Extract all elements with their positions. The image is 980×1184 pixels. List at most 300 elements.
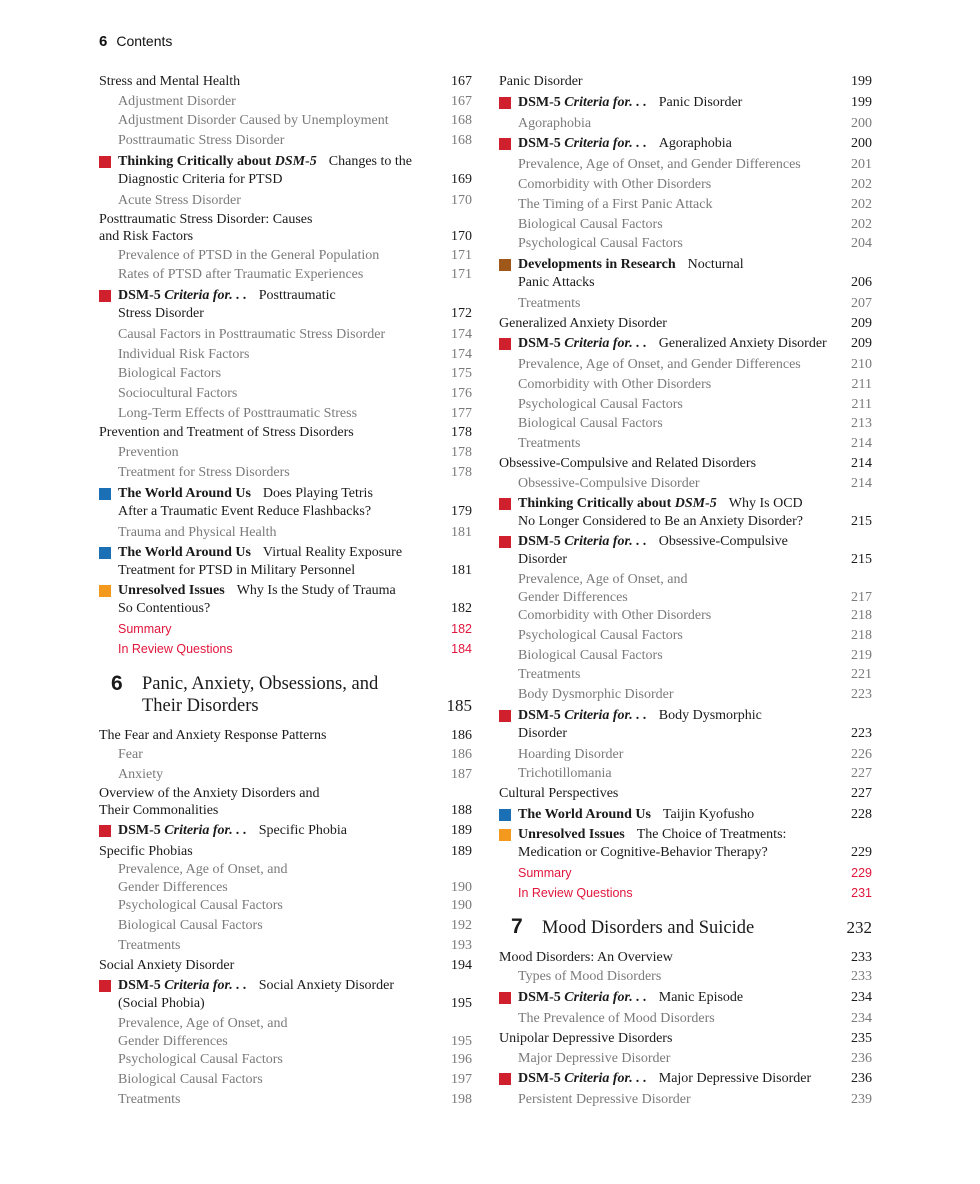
toc-subsection-entry[interactable] bbox=[499, 375, 872, 395]
toc-subsection-entry[interactable] bbox=[499, 294, 872, 314]
toc-feature-entry[interactable] bbox=[499, 707, 872, 743]
entry-line bbox=[518, 826, 872, 844]
toc-subsection-entry[interactable] bbox=[99, 745, 472, 765]
toc-subsection-entry[interactable] bbox=[99, 916, 472, 936]
feature-label-italic: Criteria for. . . bbox=[564, 94, 647, 110]
page-number: 200 bbox=[851, 115, 872, 131]
toc-link-entry[interactable] bbox=[499, 864, 872, 884]
entry-line bbox=[99, 404, 472, 424]
entry-title: Comorbidity with Other Disorders bbox=[518, 377, 712, 393]
toc-subsection-entry[interactable] bbox=[99, 936, 472, 956]
entry-title: Prevalence, Age of Onset, and bbox=[118, 1016, 288, 1032]
page-number: 172 bbox=[451, 305, 472, 321]
toc-feature-entry[interactable] bbox=[499, 94, 872, 112]
entry-title: Obsessive-Compulsive Disorder bbox=[518, 475, 700, 491]
entry-title: Acute Stress Disorder bbox=[118, 192, 241, 208]
entry-title: Stress and Mental Health bbox=[99, 74, 241, 89]
toc-subsection-entry[interactable] bbox=[99, 92, 472, 112]
toc-section-entry[interactable] bbox=[99, 956, 472, 976]
chapter-heading[interactable] bbox=[499, 917, 872, 940]
feature-label: DSM-5 bbox=[518, 534, 561, 550]
entry-title: Summary bbox=[518, 865, 572, 880]
feature-label: DSM-5 bbox=[518, 707, 561, 723]
entry-title: Specific Phobias bbox=[99, 843, 193, 859]
feature-color-square-icon bbox=[499, 138, 511, 150]
entry-title bbox=[118, 822, 347, 840]
toc-section-entry[interactable] bbox=[499, 948, 872, 968]
page-number: 215 bbox=[851, 552, 872, 568]
toc-subsection-entry[interactable] bbox=[499, 1049, 872, 1069]
entry-title: Trichotillomania bbox=[518, 766, 612, 782]
entry-line bbox=[118, 995, 472, 1013]
toc-subsection-entry[interactable] bbox=[499, 215, 872, 235]
feature-title: Why Is the Study of Trauma bbox=[236, 583, 396, 599]
entry-title bbox=[518, 1070, 811, 1088]
page-number: 234 bbox=[851, 1011, 872, 1027]
toc-section-entry[interactable] bbox=[99, 423, 472, 443]
entry-line bbox=[118, 562, 472, 580]
entry-line bbox=[99, 345, 472, 365]
page-number: 214 bbox=[851, 475, 872, 491]
entry-title: Prevalence, Age of Onset, and Gender Differences bbox=[518, 157, 801, 173]
feature-label-italic: Criteria for. . . bbox=[164, 822, 247, 838]
toc-subsection-entry[interactable] bbox=[99, 765, 472, 785]
feature-color-square-icon bbox=[99, 980, 111, 992]
toc-link-entry[interactable] bbox=[499, 884, 872, 904]
toc-subsection-entry[interactable] bbox=[499, 665, 872, 685]
page-number: 214 bbox=[851, 455, 872, 471]
page-number: 196 bbox=[451, 1052, 472, 1068]
feature-label-italic: Criteria for. . . bbox=[164, 287, 247, 303]
entry-line bbox=[99, 916, 472, 936]
entry-title: Summary bbox=[118, 622, 172, 637]
entry-line bbox=[518, 533, 872, 551]
toc-feature-entry[interactable] bbox=[499, 256, 872, 292]
toc-subsection-entry[interactable] bbox=[499, 195, 872, 215]
page-number: 215 bbox=[851, 514, 872, 530]
toc-feature-entry[interactable] bbox=[499, 806, 872, 824]
feature-color-square-icon bbox=[99, 290, 111, 302]
toc-subsection-entry[interactable] bbox=[499, 155, 872, 175]
feature-label: The World Around Us bbox=[518, 806, 651, 822]
toc-section-entry[interactable] bbox=[99, 72, 472, 92]
page-number: 213 bbox=[851, 416, 872, 432]
entry-title: Prevention bbox=[118, 445, 179, 461]
entry-title: Fear bbox=[118, 747, 143, 763]
entry-title: Biological Causal Factors bbox=[118, 918, 263, 934]
feature-title-cont: Disorder bbox=[518, 552, 567, 568]
toc-feature-entry[interactable] bbox=[499, 495, 872, 531]
toc-subsection-entry[interactable] bbox=[99, 111, 472, 131]
page-number: 171 bbox=[451, 247, 472, 263]
page-number: 179 bbox=[451, 503, 472, 519]
entry-title: Biological Causal Factors bbox=[118, 1071, 263, 1087]
feature-label: DSM-5 bbox=[518, 94, 561, 110]
entry-title bbox=[518, 826, 786, 844]
page-number: 170 bbox=[451, 229, 472, 245]
toc-subsection-entry[interactable] bbox=[99, 384, 472, 404]
toc-subsection-entry[interactable] bbox=[499, 764, 872, 784]
toc-section-entry[interactable] bbox=[499, 784, 872, 804]
page-number: 189 bbox=[451, 843, 472, 859]
page-number: 178 bbox=[451, 425, 472, 441]
entry-title: and Risk Factors bbox=[99, 229, 194, 245]
entry-line bbox=[499, 626, 872, 646]
entry-line bbox=[118, 485, 472, 503]
feature-title-cont: Disorder bbox=[518, 725, 567, 741]
entry-line bbox=[118, 977, 472, 995]
feature-title: Does Playing Tetris bbox=[262, 485, 373, 501]
entry-line bbox=[99, 936, 472, 956]
toc-section-entry[interactable] bbox=[499, 314, 872, 334]
toc-section-entry[interactable] bbox=[99, 785, 472, 820]
entry-title: Body Dysmorphic Disorder bbox=[518, 687, 674, 703]
toc-subsection-entry[interactable] bbox=[499, 571, 872, 606]
feature-color-square-icon bbox=[499, 809, 511, 821]
entry-line bbox=[499, 155, 872, 175]
entry-line bbox=[518, 806, 872, 824]
entry-title: Comorbidity with Other Disorders bbox=[518, 608, 712, 624]
feature-label-italic: Criteria for. . . bbox=[564, 336, 647, 352]
toc-subsection-entry[interactable] bbox=[499, 967, 872, 987]
feature-label-italic: Criteria for. . . bbox=[164, 978, 247, 994]
entry-title: Persistent Depressive Disorder bbox=[518, 1092, 691, 1108]
page-number: 170 bbox=[451, 192, 472, 208]
entry-line bbox=[118, 822, 472, 840]
toc-section-entry[interactable] bbox=[499, 72, 872, 92]
feature-label-italic: Criteria for. . . bbox=[564, 990, 647, 1006]
entry-title: Comorbidity with Other Disorders bbox=[518, 177, 712, 193]
page-number: 189 bbox=[451, 822, 472, 838]
entry-line bbox=[118, 305, 472, 323]
feature-title: Social Anxiety Disorder bbox=[258, 978, 395, 994]
feature-label-italic: Criteria for. . . bbox=[564, 1071, 647, 1087]
toc-feature-entry[interactable] bbox=[499, 533, 872, 569]
feature-title: Generalized Anxiety Disorder bbox=[658, 336, 827, 352]
chapter-number: 6 bbox=[111, 671, 123, 695]
page-number: 202 bbox=[851, 196, 872, 212]
toc-feature-entry[interactable] bbox=[99, 544, 472, 580]
toc-subsection-entry[interactable] bbox=[99, 1050, 472, 1070]
toc-feature-entry[interactable] bbox=[99, 485, 472, 521]
toc-subsection-entry[interactable] bbox=[499, 745, 872, 765]
entry-line bbox=[499, 1049, 872, 1069]
toc-feature-entry[interactable] bbox=[99, 153, 472, 189]
entry-title: Gender Differences bbox=[118, 879, 228, 895]
page-number: 236 bbox=[851, 1050, 872, 1066]
page-number: 227 bbox=[851, 766, 872, 782]
entry-line bbox=[99, 423, 472, 443]
entry-line bbox=[99, 364, 472, 384]
entry-line bbox=[499, 294, 872, 314]
toc-subsection-entry[interactable] bbox=[99, 404, 472, 424]
feature-color-square-icon bbox=[499, 536, 511, 548]
toc-subsection-entry[interactable] bbox=[99, 463, 472, 483]
feature-color-square-icon bbox=[99, 825, 111, 837]
toc-subsection-entry[interactable] bbox=[499, 646, 872, 666]
toc-subsection-entry[interactable] bbox=[499, 474, 872, 494]
entry-title: Prevention and Treatment of Stress Disorders bbox=[99, 425, 354, 441]
feature-label: DSM-5 bbox=[518, 990, 561, 1006]
toc-subsection-entry[interactable] bbox=[499, 234, 872, 254]
entry-title: Sociocultural Factors bbox=[118, 386, 238, 402]
page-number: 239 bbox=[851, 1092, 872, 1108]
page-number: 167 bbox=[451, 74, 472, 89]
page-number: 184 bbox=[451, 641, 472, 656]
toc-subsection-entry[interactable] bbox=[99, 191, 472, 211]
entry-line bbox=[99, 1033, 472, 1051]
entry-title: Hoarding Disorder bbox=[518, 746, 624, 762]
toc-subsection-entry[interactable] bbox=[499, 606, 872, 626]
toc-subsection-entry[interactable] bbox=[499, 175, 872, 195]
entry-line bbox=[118, 544, 472, 562]
entry-title: Cultural Perspectives bbox=[499, 786, 619, 802]
entry-title bbox=[118, 153, 412, 171]
feature-label-italic: Criteria for. . . bbox=[564, 707, 647, 723]
page-number: 231 bbox=[851, 885, 872, 900]
page-number: 193 bbox=[451, 937, 472, 953]
feature-title: Manic Episode bbox=[658, 990, 744, 1006]
page-number: 187 bbox=[451, 767, 472, 783]
feature-title: Obsessive-Compulsive bbox=[658, 534, 788, 550]
toc-subsection-entry[interactable] bbox=[499, 1009, 872, 1029]
toc-subsection-entry[interactable] bbox=[99, 265, 472, 285]
page-number: 232 bbox=[846, 918, 872, 938]
page-number: 236 bbox=[851, 1071, 872, 1087]
feature-title: Specific Phobia bbox=[258, 822, 348, 838]
entry-line bbox=[518, 551, 872, 569]
page-number: 182 bbox=[451, 622, 472, 637]
entry-line bbox=[99, 131, 472, 151]
toc-feature-entry[interactable] bbox=[99, 977, 472, 1013]
entry-line bbox=[118, 582, 472, 600]
page-number: 209 bbox=[851, 336, 872, 352]
page-number: 177 bbox=[451, 405, 472, 421]
entry-title: Treatments bbox=[518, 295, 581, 311]
chapter-heading[interactable] bbox=[99, 671, 472, 718]
toc-subsection-entry[interactable] bbox=[99, 896, 472, 916]
entry-line bbox=[99, 191, 472, 211]
toc-link-entry[interactable] bbox=[99, 620, 472, 640]
page-number: 178 bbox=[451, 464, 472, 480]
entry-title: Prevalence, Age of Onset, and bbox=[118, 862, 288, 878]
page-number: 211 bbox=[851, 377, 872, 393]
page-number: 176 bbox=[451, 386, 472, 402]
entry-title bbox=[118, 485, 373, 503]
entry-line bbox=[518, 844, 872, 862]
entry-title bbox=[118, 977, 394, 995]
feature-label-italic: Criteria for. . . bbox=[564, 534, 647, 550]
toc-subsection-entry[interactable] bbox=[499, 626, 872, 646]
toc-feature-entry[interactable] bbox=[499, 335, 872, 353]
page-number: 188 bbox=[451, 803, 472, 819]
entry-line bbox=[499, 764, 872, 784]
page-number: 223 bbox=[851, 687, 872, 703]
feature-color-square-icon bbox=[99, 488, 111, 500]
entry-line bbox=[518, 989, 872, 1007]
toc-subsection-entry[interactable] bbox=[499, 414, 872, 434]
page-number: 167 bbox=[451, 93, 472, 109]
entry-title: Long-Term Effects of Posttraumatic Stress bbox=[118, 405, 358, 421]
feature-title-cont: Stress Disorder bbox=[118, 305, 204, 321]
entry-title: Biological Factors bbox=[118, 366, 222, 382]
feature-title: Posttraumatic bbox=[258, 287, 336, 303]
toc-subsection-entry[interactable] bbox=[99, 443, 472, 463]
entry-line bbox=[99, 745, 472, 765]
entry-title: Treatments bbox=[118, 1091, 181, 1107]
toc-feature-entry[interactable] bbox=[499, 826, 872, 862]
entry-line bbox=[99, 228, 472, 246]
page-number: 206 bbox=[851, 274, 872, 290]
entry-line bbox=[99, 956, 472, 976]
feature-color-square-icon bbox=[99, 547, 111, 559]
entry-line bbox=[499, 784, 872, 804]
toc-subsection-entry[interactable] bbox=[99, 1090, 472, 1110]
page-number: 190 bbox=[451, 879, 472, 895]
page-number: 210 bbox=[851, 357, 872, 373]
entry-line bbox=[499, 395, 872, 415]
toc-section-entry[interactable] bbox=[99, 211, 472, 246]
page-number: 186 bbox=[451, 727, 472, 743]
toc-subsection-entry[interactable] bbox=[99, 325, 472, 345]
entry-line bbox=[499, 864, 872, 884]
toc-feature-entry[interactable] bbox=[99, 822, 472, 840]
toc-subsection-entry[interactable] bbox=[499, 114, 872, 134]
entry-line bbox=[499, 745, 872, 765]
entry-line bbox=[499, 606, 872, 626]
page-number: 195 bbox=[451, 996, 472, 1012]
page-number: 194 bbox=[451, 957, 472, 973]
entry-title: Psychological Causal Factors bbox=[518, 396, 683, 412]
feature-title-cont: Treatment for PTSD in Military Personnel bbox=[118, 563, 356, 579]
feature-label: The World Around Us bbox=[118, 545, 251, 561]
toc-section-entry[interactable] bbox=[499, 1029, 872, 1049]
entry-line bbox=[518, 1070, 872, 1088]
toc-feature-entry[interactable] bbox=[99, 287, 472, 323]
entry-line bbox=[499, 434, 872, 454]
entry-line bbox=[499, 685, 872, 705]
toc-feature-entry[interactable] bbox=[99, 582, 472, 618]
toc-subsection-entry[interactable] bbox=[499, 685, 872, 705]
feature-color-square-icon bbox=[499, 498, 511, 510]
chapter-title: Panic, Anxiety, Obsessions, and bbox=[142, 673, 379, 694]
feature-title: Why Is OCD bbox=[728, 496, 803, 512]
entry-line bbox=[99, 443, 472, 463]
page-number: 233 bbox=[851, 949, 872, 965]
page-number: 234 bbox=[851, 990, 872, 1006]
toc-subsection-entry[interactable] bbox=[499, 1090, 872, 1110]
entry-title: Generalized Anxiety Disorder bbox=[499, 315, 667, 331]
toc-section-entry[interactable] bbox=[99, 726, 472, 746]
toc-section-entry[interactable] bbox=[99, 842, 472, 862]
toc-left-column bbox=[99, 72, 472, 1109]
feature-label: The World Around Us bbox=[118, 485, 251, 501]
entry-title: Types of Mood Disorders bbox=[518, 969, 662, 985]
toc-subsection-entry[interactable] bbox=[99, 861, 472, 896]
entry-title: Unipolar Depressive Disorders bbox=[499, 1030, 673, 1046]
entry-line bbox=[99, 1050, 472, 1070]
chapter-title-line bbox=[142, 674, 472, 696]
feature-label-italic: DSM-5 bbox=[274, 153, 317, 169]
toc-subsection-entry[interactable] bbox=[499, 434, 872, 454]
entry-line bbox=[518, 725, 872, 743]
toc-subsection-entry[interactable] bbox=[499, 355, 872, 375]
entry-line bbox=[499, 646, 872, 666]
toc-subsection-entry[interactable] bbox=[99, 1070, 472, 1090]
page-number: 197 bbox=[451, 1071, 472, 1087]
entry-line bbox=[518, 707, 872, 725]
page-number: 192 bbox=[451, 918, 472, 934]
entry-title: Adjustment Disorder bbox=[118, 93, 236, 109]
entry-title bbox=[518, 256, 744, 274]
entry-title: Psychological Causal Factors bbox=[118, 1052, 283, 1068]
entry-title: Prevalence, Age of Onset, and Gender Differences bbox=[518, 357, 801, 373]
page-number: 218 bbox=[851, 608, 872, 624]
feature-color-square-icon bbox=[499, 829, 511, 841]
entry-title: Psychological Causal Factors bbox=[118, 898, 283, 914]
toc-subsection-entry[interactable] bbox=[99, 1015, 472, 1050]
toc-section-entry[interactable] bbox=[499, 454, 872, 474]
entry-line bbox=[99, 842, 472, 862]
toc-feature-entry[interactable] bbox=[499, 135, 872, 153]
feature-color-square-icon bbox=[499, 97, 511, 109]
entry-line bbox=[99, 246, 472, 266]
page-number: 199 bbox=[851, 94, 872, 110]
toc-feature-entry[interactable] bbox=[499, 1070, 872, 1088]
feature-label: DSM-5 bbox=[118, 822, 161, 838]
feature-title: Agoraphobia bbox=[658, 136, 732, 152]
toc-subsection-entry[interactable] bbox=[99, 131, 472, 151]
entry-title bbox=[518, 533, 788, 551]
page-number: 201 bbox=[851, 157, 872, 173]
feature-title: Changes to the bbox=[328, 153, 412, 169]
entry-line bbox=[99, 211, 472, 229]
toc-subsection-entry[interactable] bbox=[499, 395, 872, 415]
chapter-title: Mood Disorders and Suicide bbox=[542, 918, 755, 939]
page-number: 218 bbox=[851, 627, 872, 643]
page-number: 202 bbox=[851, 177, 872, 193]
entry-title: Gender Differences bbox=[118, 1033, 228, 1049]
entry-line bbox=[99, 111, 472, 131]
entry-title: Individual Risk Factors bbox=[118, 346, 250, 362]
toc-subsection-entry[interactable] bbox=[99, 246, 472, 266]
entry-line bbox=[499, 195, 872, 215]
toc-subsection-entry[interactable] bbox=[99, 523, 472, 543]
entry-title: Anxiety bbox=[118, 767, 164, 783]
toc-right-column bbox=[499, 72, 872, 1110]
entry-line bbox=[518, 135, 872, 153]
entry-line bbox=[99, 1015, 472, 1033]
entry-line bbox=[99, 325, 472, 345]
entry-title: Gender Differences bbox=[518, 589, 628, 605]
feature-title: Nocturnal bbox=[687, 256, 744, 272]
toc-link-entry[interactable] bbox=[99, 640, 472, 660]
entry-line bbox=[118, 600, 472, 618]
entry-title: Mood Disorders: An Overview bbox=[499, 949, 673, 965]
entry-line bbox=[99, 861, 472, 879]
feature-title: Major Depressive Disorder bbox=[658, 1071, 812, 1087]
running-header bbox=[99, 33, 172, 50]
entry-line bbox=[499, 114, 872, 134]
toc-subsection-entry[interactable] bbox=[99, 364, 472, 384]
toc-feature-entry[interactable] bbox=[499, 989, 872, 1007]
running-title: Contents bbox=[116, 33, 173, 49]
entry-line bbox=[99, 523, 472, 543]
page-number: 229 bbox=[851, 865, 872, 880]
toc-subsection-entry[interactable] bbox=[99, 345, 472, 365]
page-number: 211 bbox=[851, 396, 872, 412]
page-number: 199 bbox=[851, 74, 872, 89]
